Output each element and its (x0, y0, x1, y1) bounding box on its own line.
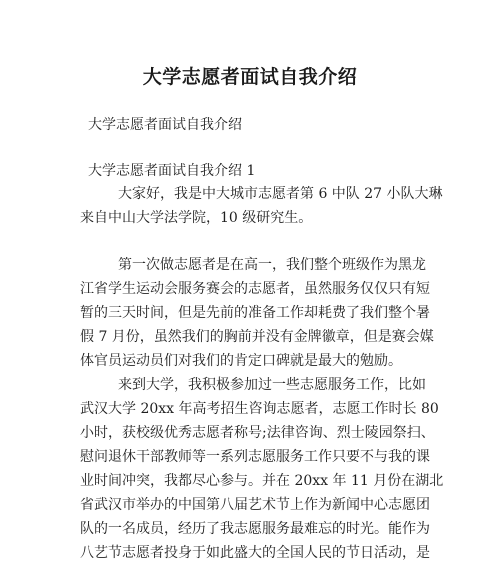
paragraph-line: 体官员运动员们对我们的肯定口碑就是最大的勉励。 (80, 353, 402, 369)
document-subtitle: 大学志愿者面试自我介绍 (88, 117, 242, 133)
paragraph-line: 暂的三天时间，但是先前的准备工作却耗费了我们整个暑 (80, 305, 430, 321)
paragraph-line: 省武汉市举办的中国第八届艺术节上作为新闻中心志愿团 (80, 497, 430, 513)
document-title: 大学志愿者面试自我介绍 (142, 66, 358, 88)
paragraph-line: 第一次做志愿者是在高一，我们整个班级作为黑龙 (118, 257, 426, 273)
paragraph-line: 假 7 月份，虽然我们的胸前并没有金牌徽章，但是赛会媒 (80, 329, 434, 345)
paragraph-line: 业时间冲突，我都尽心参与。并在 20xx 年 11 月份在湖北 (80, 473, 444, 489)
paragraph-line: 慰问退休干部教师等一系列志愿服务工作只要不与我的课 (80, 449, 430, 465)
section-heading: 大学志愿者面试自我介绍 1 (88, 163, 256, 179)
paragraph-line: 八艺节志愿者投身于如此盛大的全国人民的节日活动，是 (80, 545, 430, 561)
paragraph-line: 武汉大学 20xx 年高考招生咨询志愿者，志愿工作时长 80 (80, 401, 439, 417)
paragraph-line: 小时，获校级优秀志愿者称号;法律咨询、烈士陵园祭扫、 (80, 425, 435, 441)
paragraph-line: 来自中山大学法学院，10 级研究生。 (80, 210, 313, 226)
paragraph-line: 江省学生运动会服务赛会的志愿者，虽然服务仅仅只有短 (80, 281, 430, 297)
paragraph-line: 队的一名成员，经历了我志愿服务最难忘的时光。能作为 (80, 521, 430, 537)
paragraph-line: 来到大学，我积极参加过一些志愿服务工作，比如 (118, 377, 426, 393)
paragraph-line: 大家好，我是中大城市志愿者第 6 中队 27 小队大琳 (118, 186, 443, 202)
